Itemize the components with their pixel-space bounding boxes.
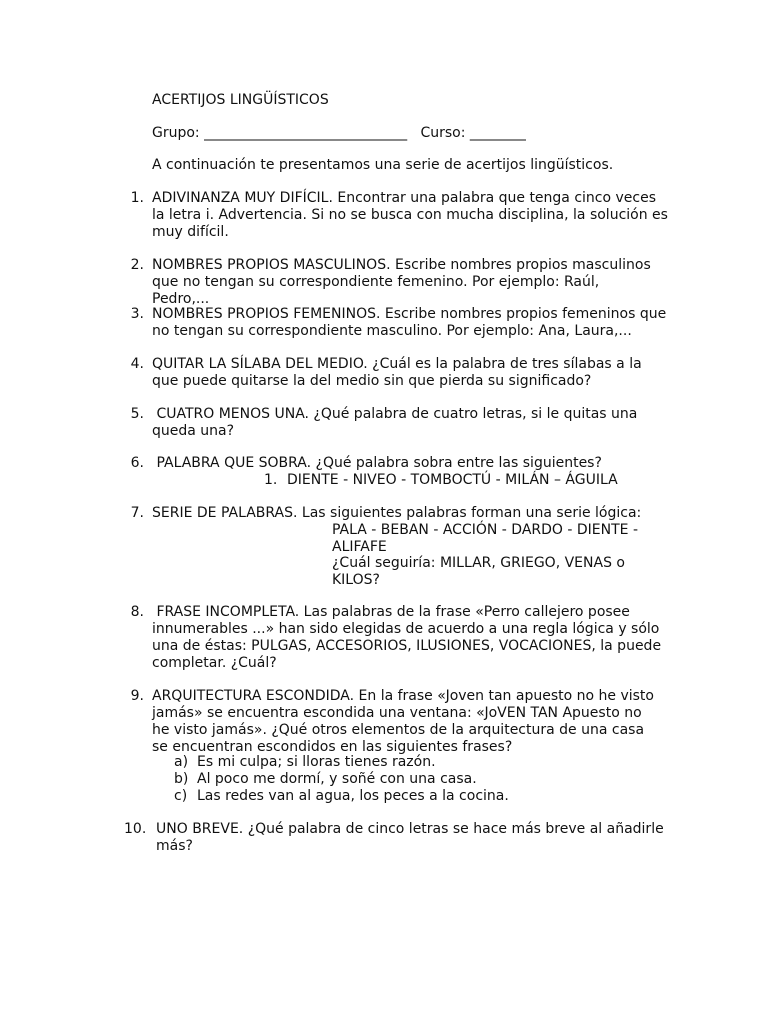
item-number: 10. [124,821,147,837]
item-text: PALABRA QUE SOBRA. ¿Qué palabra sobra entre las siguientes? [152,455,602,471]
item-number: 9. [130,688,144,704]
option-text: Las redes van al agua, los peces a la cocina. [197,788,509,804]
intro-text: A continuación te presentamos una serie de acertijos lingüísticos. [152,157,614,173]
item-text: FRASE INCOMPLETA. Las palabras de la frase «Perro callejero posee innumerables ...» han sido elegidas de acuerdo a una regla lógica y sólo una de éstas: PULGAS, ACCESORIOS, ILUSIONES, VOCACIONES, la puede completar. ¿Cuál? [152,604,666,671]
word-series-line: ALIFAFE [332,539,387,555]
item-number: 7. [130,505,144,521]
option-letter: a) [174,754,189,770]
item-number: 3. [130,306,144,322]
item-text: ADIVINANZA MUY DIFÍCIL. Encontrar una palabra que tenga cinco veces la letra i. Advertencia. Si no se busca con mucha disciplina, la solución es muy difícil. [152,190,668,240]
subitem-number: 1. [264,472,278,488]
item-number: 1. [130,190,144,206]
option-letter: c) [174,788,188,804]
item-text: SERIE DE PALABRAS. Las siguientes palabras forman una serie lógica: [152,505,642,521]
word-series-line: PALA - BEBAN - ACCIÓN - DARDO - DIENTE - [332,522,639,538]
document-title: ACERTIJOS LINGÜÍSTICOS [152,92,329,108]
item-number: 6. [130,455,144,471]
item-text: CUATRO MENOS UNA. ¿Qué palabra de cuatro letras, si le quitas una queda una? [152,406,642,439]
grupo-curso-line: Grupo: _____________________________ Curso: ________ [152,125,526,141]
question-line: KILOS? [332,572,380,588]
item-text: QUITAR LA SÍLABA DEL MEDIO. ¿Cuál es la palabra de tres sílabas a la que puede quitarse la del medio sin que pierda su significado? [152,356,642,389]
item-text: NOMBRES PROPIOS FEMENINOS. Escribe nombres propios femeninos que no tengan su correspondiente masculino. Por ejemplo: Ana, Laura,... [152,306,667,339]
item-text: NOMBRES PROPIOS MASCULINOS. Escribe nombres propios masculinos que no tengan su correspondiente femenino. Por ejemplo: Raúl, Pedro,... [152,257,651,307]
item-text: ARQUITECTURA ESCONDIDA. En la frase «Joven tan apuesto no he visto jamás» se encuentra escondida una ventana: «JoVEN TAN Apuesto no he visto jamás». ¿Qué otros elementos de la arquitectura de una casa se encuentran escondidos en las siguientes frases? [152,688,654,755]
item-number: 8. [130,604,144,620]
question-line: ¿Cuál seguiría: MILLAR, GRIEGO, VENAS o [332,555,625,571]
item-number: 4. [130,356,144,372]
item-number: 2. [130,257,144,273]
item-text: UNO BREVE. ¿Qué palabra de cinco letras se hace más breve al añadirle más? [156,821,664,854]
option-letter: b) [174,771,189,787]
option-text: Es mi culpa; si lloras tienes razón. [197,754,436,770]
item-number: 5. [130,406,144,422]
option-text: Al poco me dormí, y soñé con una casa. [197,771,477,787]
subitem-text: DIENTE - NIVEO - TOMBOCTÚ - MILÁN – ÁGUILA [287,472,618,488]
